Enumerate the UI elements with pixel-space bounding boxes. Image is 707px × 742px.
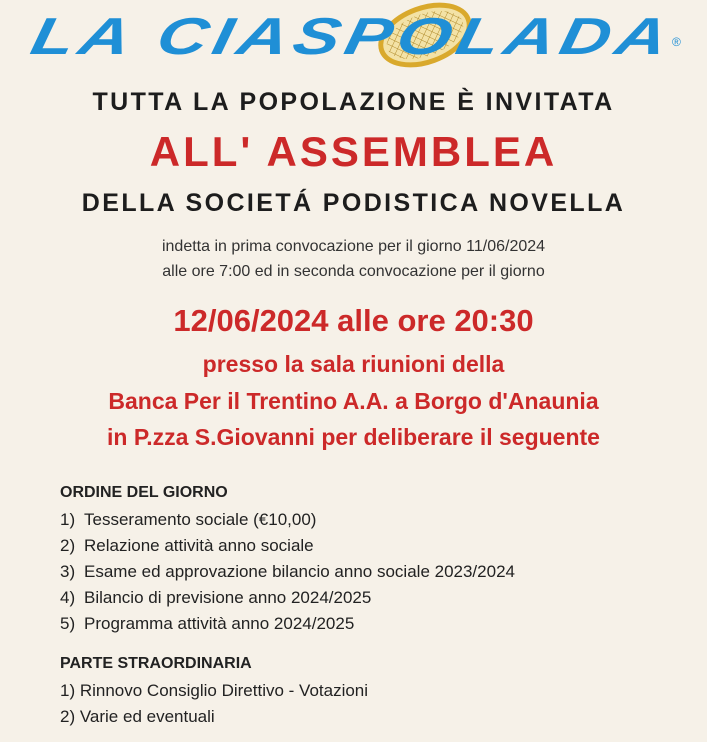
venue-line-1: presso la sala riunioni della (202, 351, 505, 377)
la-ciaspolada-logo (0, 0, 707, 78)
venue-line-2: Banca Per il Trentino A.A. a Borgo d'Anaunia (108, 388, 599, 414)
logo-text: LA CIASPOLADA (25, 7, 516, 66)
assembly-heading: ALL' ASSEMBLEA (149, 128, 558, 175)
agenda-item (60, 510, 316, 530)
agenda-item-text: Tesseramento sociale (€10,00) (84, 510, 317, 529)
agenda-item-text: Esame ed approvazione bilancio anno sociale 2023/2024 (84, 562, 515, 581)
agenda-item (60, 614, 354, 634)
invite-line-1: TUTTA LA POPOLAZIONE È INVITATA (92, 88, 615, 116)
agenda-item-number: 4) (60, 588, 76, 607)
agenda-item-text: Relazione attività anno sociale (84, 536, 314, 555)
agenda-item-text: Programma attività anno 2024/2025 (84, 614, 355, 633)
extraordinary-item: 1) Rinnovo Consiglio Direttivo - Votazioni (60, 681, 369, 700)
convocation-line-2: alle ore 7:00 ed in seconda convocazione per il giorno (162, 263, 545, 280)
agenda-item-number: 1) (60, 510, 76, 529)
extraordinary-item: 2) Varie ed eventuali (60, 707, 215, 726)
agenda-item (60, 588, 371, 608)
agenda-item-text: Bilancio di previsione anno 2024/2025 (84, 588, 372, 607)
convocation-line-1: indetta in prima convocazione per il giorno 11/06/2024 (161, 238, 546, 255)
agenda-title: ORDINE DEL GIORNO (60, 484, 228, 501)
extraordinary-title: PARTE STRAORDINARIA (60, 655, 252, 672)
registered-mark: ® (672, 35, 681, 49)
venue-line-3: in P.zza S.Giovanni per deliberare il seguente (107, 424, 600, 450)
agenda-item-number: 2) (60, 536, 76, 555)
meeting-date-time: 12/06/2024 alle ore 20:30 (173, 303, 534, 338)
agenda-item (60, 562, 515, 582)
society-name: DELLA SOCIETÁ PODISTICA NOVELLA (81, 189, 626, 217)
agenda-item (60, 536, 314, 556)
agenda-item-number: 5) (60, 614, 76, 633)
agenda-item-number: 3) (60, 562, 76, 581)
